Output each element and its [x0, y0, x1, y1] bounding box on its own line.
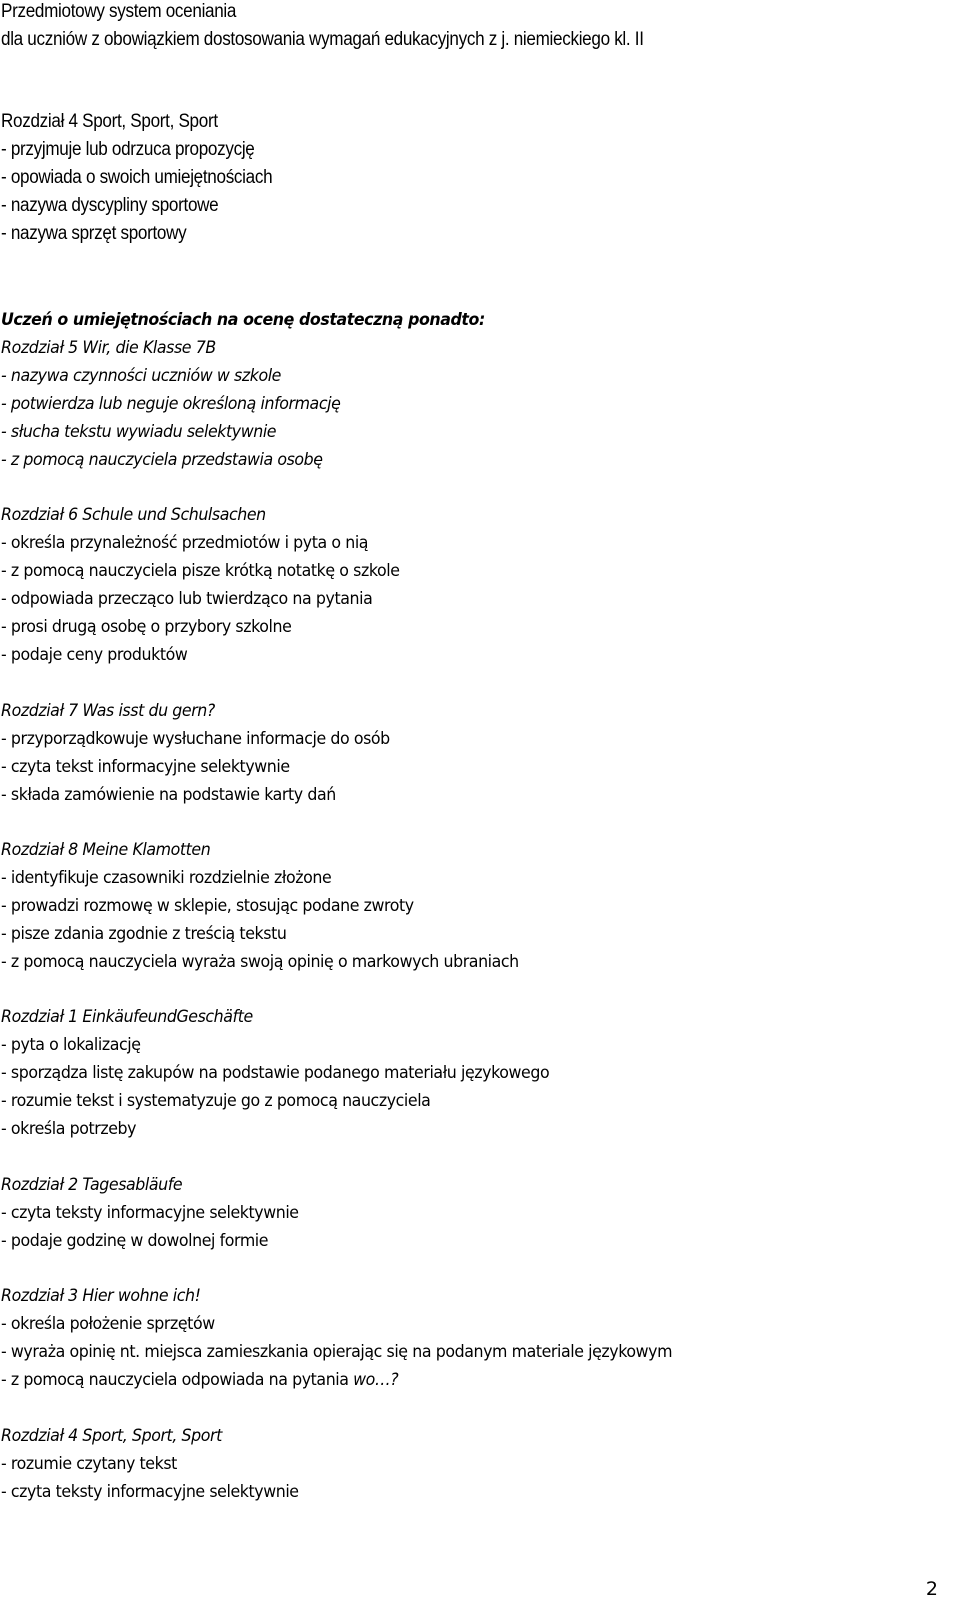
list-item: - odpowiada przecząco lub twierdząco na pytania — [1, 589, 373, 609]
list-item — [1, 1366, 398, 1394]
list-item-text: - z pomocą nauczyciela odpowiada na pytania — [1, 1370, 354, 1390]
list-item: - nazywa sprzęt sportowy — [1, 223, 187, 244]
section-title: Rozdział 1 EinkäufeundGeschäfte — [1, 1007, 253, 1027]
list-item: - podaje ceny produktów — [1, 645, 188, 665]
list-item: - określa potrzeby — [1, 1119, 137, 1139]
section-title: Rozdział 3 Hier wohne ich! — [1, 1286, 201, 1306]
page-number: 2 — [925, 1578, 938, 1600]
document-subtitle: dla uczniów z obowiązkiem dostosowania wymagań edukacyjnych z j. niemieckiego kl. II — [1, 29, 644, 50]
list-item: - czyta tekst informacyjne selektywnie — [1, 757, 290, 777]
list-item: - rozumie czytany tekst — [1, 1454, 177, 1474]
section-title: Rozdział 6 Schule und Schulsachen — [1, 505, 266, 525]
list-item: - pisze zdania zgodnie z treścią tekstu — [1, 924, 287, 944]
list-item: - czyta teksty informacyjne selektywnie — [1, 1482, 299, 1502]
list-item: - słucha tekstu wywiadu selektywnie — [1, 422, 277, 442]
section-title: Rozdział 2 Tagesabläufe — [1, 1175, 183, 1195]
section-title: Rozdział 8 Meine Klamotten — [1, 840, 211, 860]
list-item: - z pomocą nauczyciela wyraża swoją opinię o markowych ubraniach — [1, 952, 519, 972]
list-item: - potwierdza lub neguje określoną informację — [1, 394, 341, 414]
list-item: - nazywa dyscypliny sportowe — [1, 195, 219, 216]
section-title: Rozdział 4 Sport, Sport, Sport — [1, 1426, 222, 1446]
list-item: - składa zamówienie na podstawie karty dań — [1, 785, 336, 805]
list-item: - sporządza listę zakupów na podstawie podanego materiału językowego — [1, 1063, 550, 1083]
list-item: - identyfikuje czasowniki rozdzielnie złożone — [1, 868, 332, 888]
section-heading: Uczeń o umiejętnościach na ocenę dostateczną ponadto: — [1, 310, 485, 330]
list-item: - przyporządkowuje wysłuchane informacje do osób — [1, 729, 390, 749]
list-item: - prowadzi rozmowę w sklepie, stosując podane zwroty — [1, 896, 414, 916]
list-item: - określa położenie sprzętów — [1, 1314, 215, 1334]
list-item: - wyraża opinię nt. miejsca zamieszkania opierając się na podanym materiale językowym — [1, 1342, 673, 1362]
list-item: - rozumie tekst i systematyzuje go z pomocą nauczyciela — [1, 1091, 431, 1111]
list-item: - z pomocą nauczyciela przedstawia osobę — [1, 450, 323, 470]
list-item: - podaje godzinę w dowolnej formie — [1, 1231, 269, 1251]
list-item: - określa przynależność przedmiotów i pyta o nią — [1, 533, 369, 553]
list-item: - pyta o lokalizację — [1, 1035, 141, 1055]
list-item: - z pomocą nauczyciela pisze krótką notatkę o szkole — [1, 561, 400, 581]
list-item: - opowiada o swoich umiejętnościach — [1, 167, 273, 188]
list-item: - nazywa czynności uczniów w szkole — [1, 366, 282, 386]
list-item: - prosi drugą osobę o przybory szkolne — [1, 617, 292, 637]
emphasis-text: wo…? — [353, 1370, 399, 1390]
list-item: - czyta teksty informacyjne selektywnie — [1, 1203, 299, 1223]
section-title: Rozdział 5 Wir, die Klasse 7B — [1, 338, 216, 358]
section-title: Rozdział 7 Was isst du gern? — [1, 701, 215, 721]
section-title: Rozdział 4 Sport, Sport, Sport — [1, 111, 218, 132]
document-title: Przedmiotowy system oceniania — [1, 1, 237, 22]
list-item: - przyjmuje lub odrzuca propozycję — [1, 139, 255, 160]
